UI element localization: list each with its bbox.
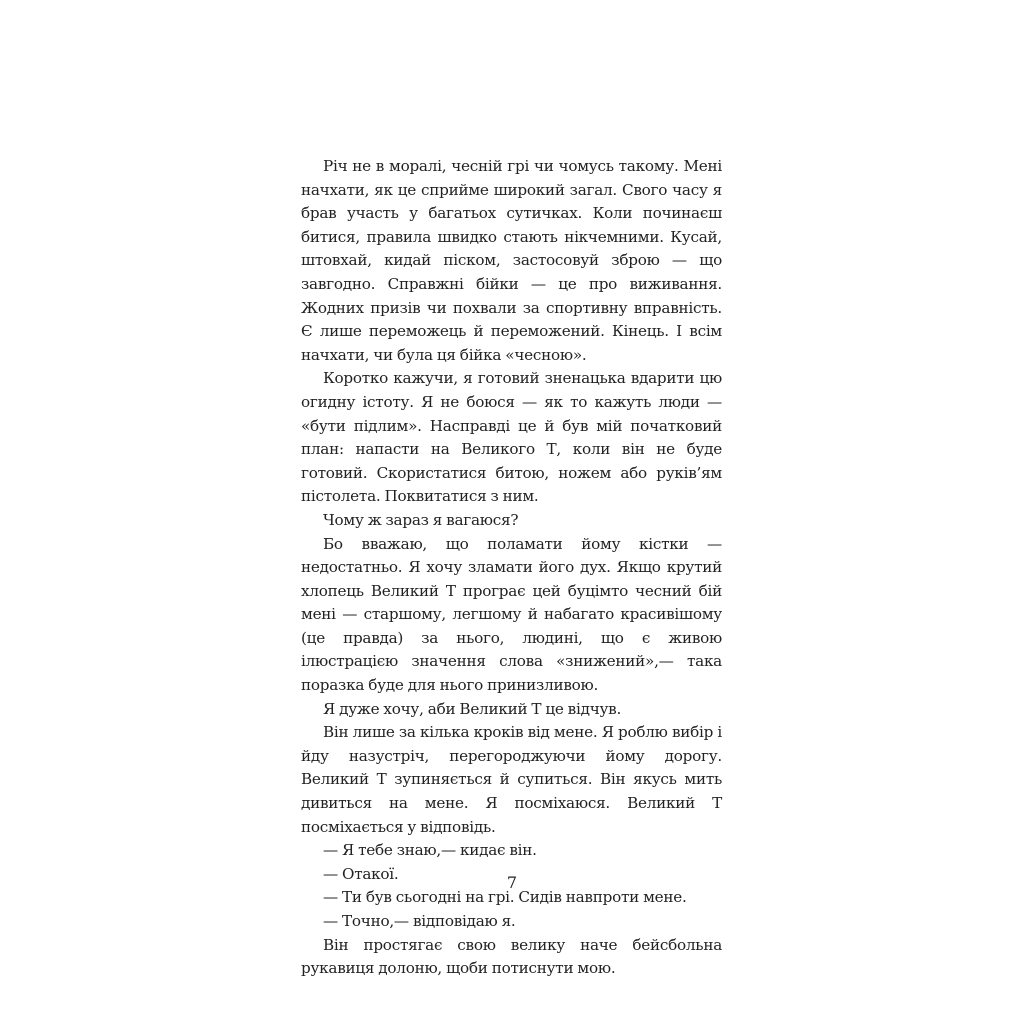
page-number: 7	[506, 873, 518, 892]
paragraph: Річ не в моралі, чесній грі чи чомусь такому. Мені начхати, як це сприйме широкий загал. Свого часу я брав участь у багатьох сутичках. Коли починаєш битися, правила швидко стають нікчемними. Кусай, штовхай, кидай піском, застосовуй зброю — що завгодно. Справжні бійки — це про виживання. Жодних призів чи похвали за спортивну вправність. Є лише переможець й переможений. Кінець. І всім начхати, чи була ця бійка «чесною».	[301, 157, 722, 364]
dialogue-line: — Точно,— відповідаю я.	[323, 912, 516, 930]
dialogue-line: — Отакої.	[323, 864, 399, 883]
paragraph: Він простягає свою велику наче бейсбольна рукавиця долоню, щоби потиснути мою.	[301, 935, 722, 978]
body-text	[301, 155, 722, 981]
paragraph: Коротко кажучи, я готовий зненацька вдарити цю огидну істоту. Я не боюся — як то кажуть люди — «бути підлим». Насправді це й був мій початковий план: напасти на Великого Т, коли він не буде готовий. Скористатися битою, ножем або руків’ям пістолета. Поквитатися з ним.	[301, 369, 722, 506]
paragraph: Чому ж зараз я вагаюся?	[323, 510, 519, 529]
dialogue-line: — Ти був сьогодні на грі. Сидів навпроти мене.	[323, 888, 687, 907]
paragraph: Я дуже хочу, аби Великий Т це відчув.	[323, 699, 622, 718]
dialogue-line: — Я тебе знаю,— кидає він.	[323, 841, 537, 860]
paragraph: Бо вважаю, що поламати йому кістки — недостатньо. Я хочу зламати його дух. Якщо крутий хлопець Великий Т програє цей буцімто чесний бій мені — старшому, легшому й набагато красивішому (це правда) за нього, людині, що є живою ілюстрацією значення слова «знижений»,— така поразка буде для нього принизливою.	[301, 534, 722, 695]
paragraph: Він лише за кілька кроків від мене. Я роблю вибір і йду назустріч, перегороджуючи йому дорогу. Великий Т зупиняється й супиться. Він якусь мить дивиться на мене. Я посміхаюся. Великий Т посміхається у відповідь.	[301, 723, 722, 836]
